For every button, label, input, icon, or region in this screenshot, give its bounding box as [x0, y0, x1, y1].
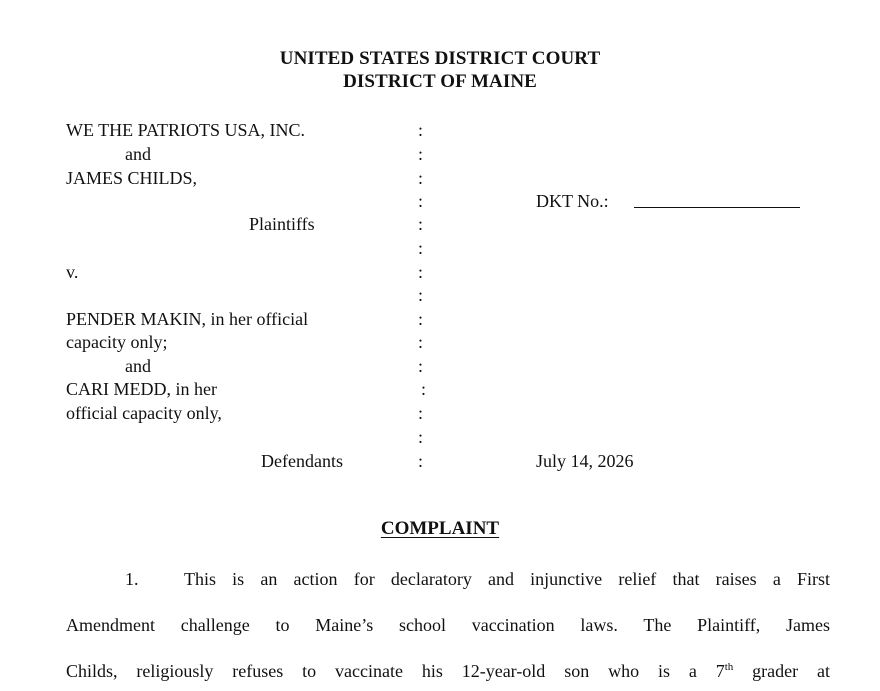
caption-colon: :: [418, 120, 424, 140]
plaintiff-1: WE THE PATRIOTS USA, INC.: [66, 120, 306, 140]
plaintiff-2: JAMES CHILDS,: [66, 168, 198, 188]
defendant-1-line-1: PENDER MAKIN, in her official: [66, 309, 309, 329]
paragraph-line-2: Amendment challenge to Maine’s school vaccination laws. The Plaintiff, James: [66, 615, 830, 635]
caption-colon: :: [418, 144, 424, 164]
filing-date: July 14, 2026: [536, 451, 634, 471]
caption-colon: :: [418, 238, 424, 258]
caption-colon: :: [418, 332, 424, 352]
plaintiffs-label: Plaintiffs: [249, 214, 315, 234]
defendant-2-line-2: official capacity only,: [66, 403, 222, 423]
paragraph-line-1: This is an action for declaratory and injunctive relief that raises a First: [184, 569, 830, 589]
court-district: DISTRICT OF MAINE: [343, 71, 537, 92]
caption-colon: :: [418, 285, 424, 305]
paragraph-line-3: Childs, religiously refuses to vaccinate his 12-year-old son who is a 7th grader at: [66, 661, 830, 681]
caption-colon: :: [418, 214, 424, 234]
caption-colon: :: [418, 451, 424, 471]
complaint-title: [0, 518, 880, 540]
caption-and-2: and: [125, 356, 151, 376]
docket-label: DKT No.:: [536, 191, 609, 211]
docket-number-blank: [634, 207, 800, 208]
ordinal-suffix: th: [724, 661, 734, 673]
versus: v.: [66, 262, 79, 282]
caption-colon: :: [418, 427, 424, 447]
caption-colon: :: [418, 168, 424, 188]
complaint-title-text: COMPLAINT: [380, 518, 500, 539]
defendant-2-line-1: CARI MEDD, in her: [66, 379, 217, 399]
defendant-1-line-2: capacity only;: [66, 332, 168, 352]
caption-colon: :: [418, 191, 424, 211]
caption-colon: :: [418, 403, 424, 423]
defendants-label: Defendants: [261, 451, 343, 471]
paragraph-number: 1.: [125, 569, 139, 589]
caption-and-1: and: [125, 144, 151, 164]
court-name: UNITED STATES DISTRICT COURT: [279, 48, 601, 69]
caption-colon: :: [418, 262, 424, 282]
caption-colon: :: [418, 356, 424, 376]
caption-colon: :: [421, 379, 427, 399]
caption-colon: :: [418, 309, 424, 329]
